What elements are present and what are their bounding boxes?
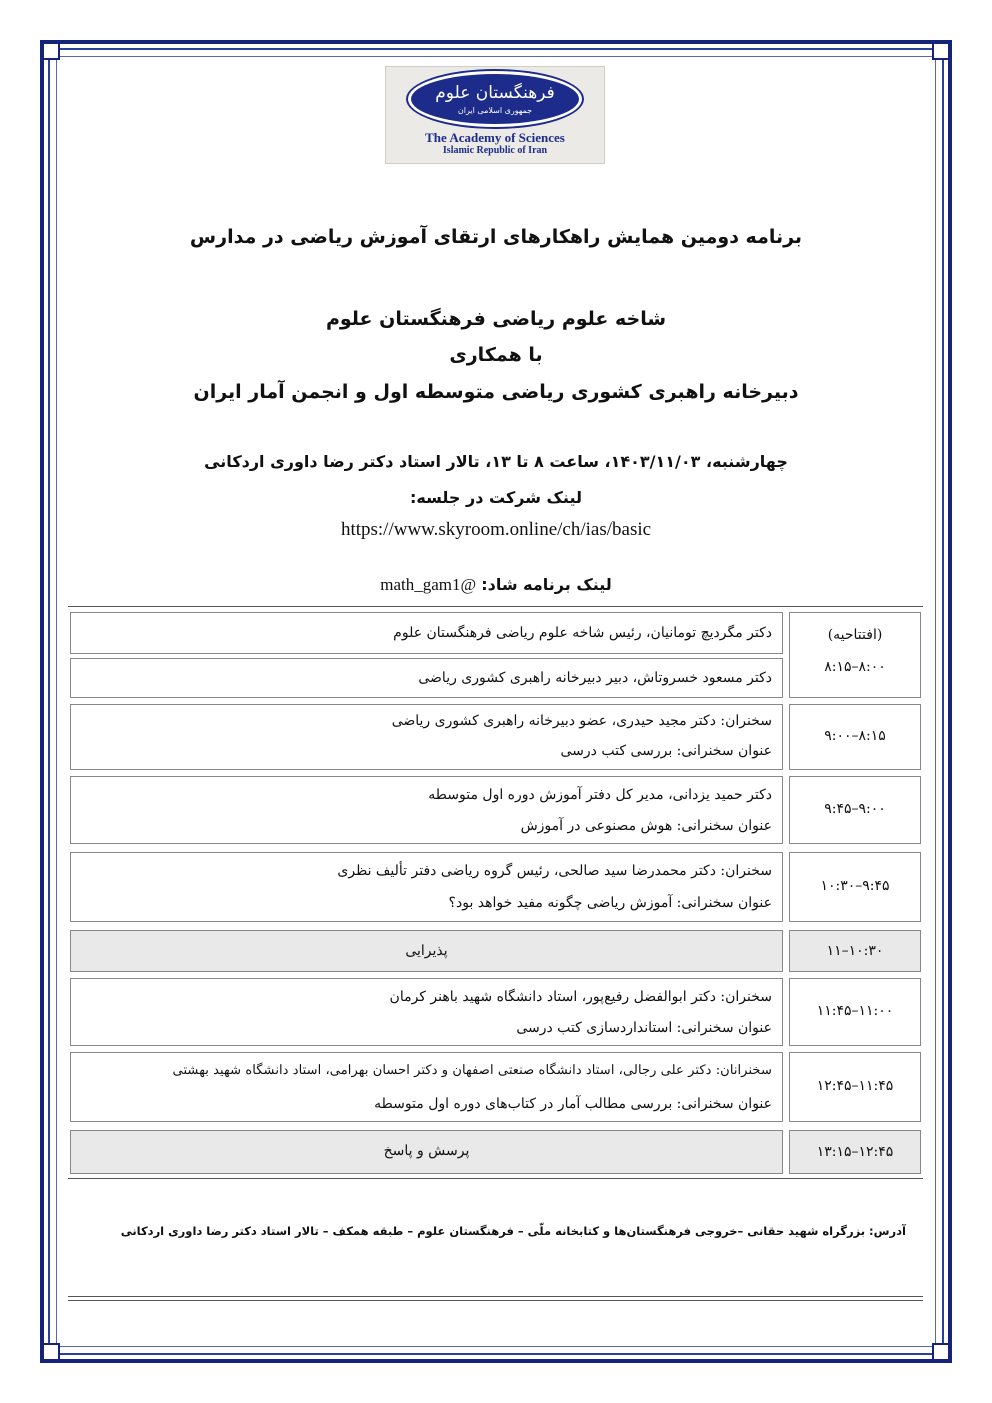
event-date-line: چهارشنبه، ۱۴۰۳/۱۱/۰۳، ساعت ۸ تا ۱۳، تالار استاد دکتر رضا داوری اردکانی [204, 452, 788, 471]
logo-english-line2: Islamic Republic of Iran [442, 145, 548, 156]
speaker-line: سخنرانان: دکتر علی رجالی، استاد دانشگاه صنعتی اصفهان و دکتر احسان بهرامی، استاد دانشگاه شهید بهشتی [172, 1063, 772, 1078]
time-cell [789, 1130, 921, 1174]
session-cell [70, 852, 783, 922]
break-label: پذیرایی [405, 943, 448, 959]
speaker-line: سخنران: دکتر محمدرضا سید صالحی، رئیس گروه ریاضی دفتر تألیف نظری [337, 863, 772, 879]
collaboration-label: با همکاری [449, 344, 543, 366]
time-cell [789, 704, 921, 770]
join-link-label: لینک شرکت در جلسه: [410, 488, 582, 507]
talk-title-line: عنوان سخنرانی: آموزش ریاضی چگونه مفید خواهد بود؟ [448, 895, 772, 911]
organizer-secondary: دبیرخانه راهبری کشوری ریاضی متوسطه اول و انجمن آمار ایران [193, 381, 799, 403]
time-slot: ۹:۰۰–۹:۴۵ [824, 801, 886, 817]
speaker-line: دکتر حمید یزدانی، مدیر کل دفتر آموزش دوره اول متوسطه [428, 787, 772, 803]
footer-rule-2 [68, 1300, 923, 1301]
join-link-url[interactable]: https://www.skyroom.online/ch/ias/basic [340, 519, 652, 540]
speaker-line: سخنران: دکتر مجید حیدری، عضو دبیرخانه راهبری کشوری ریاضی [391, 713, 772, 729]
corner-ornament-top-left [42, 42, 60, 60]
session-cell [70, 1052, 783, 1122]
shad-link-label: لینک برنامه شاد: [481, 575, 612, 594]
time-slot: ۸:۰۰–۸:۱۵ [824, 659, 886, 675]
speaker-line: سخنران: دکتر ابوالفضل رفیع‌پور، استاد دانشگاه شهید باهنر کرمان [389, 989, 772, 1005]
talk-title-line: عنوان سخنرانی: بررسی کتب درسی [560, 743, 772, 759]
session-cell [70, 776, 783, 844]
session-cell [70, 978, 783, 1046]
logo-farsi-subtext: جمهوری اسلامی ایران [457, 106, 533, 115]
time-cell [789, 1052, 921, 1122]
time-slot: ۱۰:۳۰–۱۱ [826, 943, 884, 959]
time-slot: ۱۲:۴۵–۱۳:۱۵ [816, 1144, 894, 1160]
session-cell [70, 704, 783, 770]
academy-logo [385, 66, 605, 164]
opening-speaker-2-cell [70, 658, 783, 698]
qa-label: پرسش و پاسخ [383, 1143, 470, 1159]
organizer-primary: شاخه علوم ریاضی فرهنگستان علوم [325, 308, 667, 330]
time-slot: ۱۱:۴۵–۱۲:۴۵ [816, 1078, 894, 1094]
opening-speaker-1: دکتر مگردیچ تومانیان، رئیس شاخه علوم ریاضی فرهنگستان علوم [393, 625, 772, 641]
time-slot: ۹:۴۵–۱۰:۳۰ [820, 878, 890, 894]
time-cell [789, 978, 921, 1046]
corner-ornament-top-right [932, 42, 950, 60]
time-cell [789, 852, 921, 922]
talk-title-line: عنوان سخنرانی: استانداردسازی کتب درسی [516, 1020, 772, 1036]
corner-ornament-bottom-right [932, 1343, 950, 1361]
opening-speaker-1-cell [70, 612, 783, 654]
shad-link-line [0, 575, 992, 595]
corner-ornament-bottom-left [42, 1343, 60, 1361]
opening-speaker-2: دکتر مسعود خسروتاش، دبیر دبیرخانه راهبری کشوری ریاضی [418, 670, 772, 686]
logo-emblem [408, 71, 582, 127]
table-top-rule [68, 606, 923, 607]
time-slot: ۱۱:۰۰–۱۱:۴۵ [816, 1003, 894, 1019]
shad-handle[interactable]: @math_gam1 [380, 575, 477, 594]
reception-cell [70, 930, 783, 972]
table-bottom-rule [68, 1178, 923, 1179]
venue-address: آدرس: بزرگراه شهید حقانی –خروجی فرهنگستان‌ها و کتابخانه ملّی – فرهنگستان علوم – طبقه همکف – تالار استاد دکتر رضا داوری اردکانی [120, 1224, 906, 1238]
qa-cell [70, 1130, 783, 1174]
time-cell-opening [789, 612, 921, 698]
talk-title-line: عنوان سخنرانی: بررسی مطالب آمار در کتاب‌های دوره اول متوسطه [374, 1096, 772, 1112]
logo-english-line1: The Academy of Sciences [425, 130, 565, 145]
time-cell [789, 776, 921, 844]
logo-farsi-text: فرهنگستان علوم [435, 83, 555, 103]
page-title: برنامه دومین همایش راهکارهای ارتقای آموزش ریاضی در مدارس [189, 226, 803, 248]
footer-rule-1 [68, 1296, 923, 1297]
time-slot: ۸:۱۵–۹:۰۰ [824, 728, 886, 744]
time-cell [789, 930, 921, 972]
opening-note: (افتتاحیه) [827, 627, 883, 643]
talk-title-line: عنوان سخنرانی: هوش مصنوعی در آموزش [520, 818, 772, 834]
